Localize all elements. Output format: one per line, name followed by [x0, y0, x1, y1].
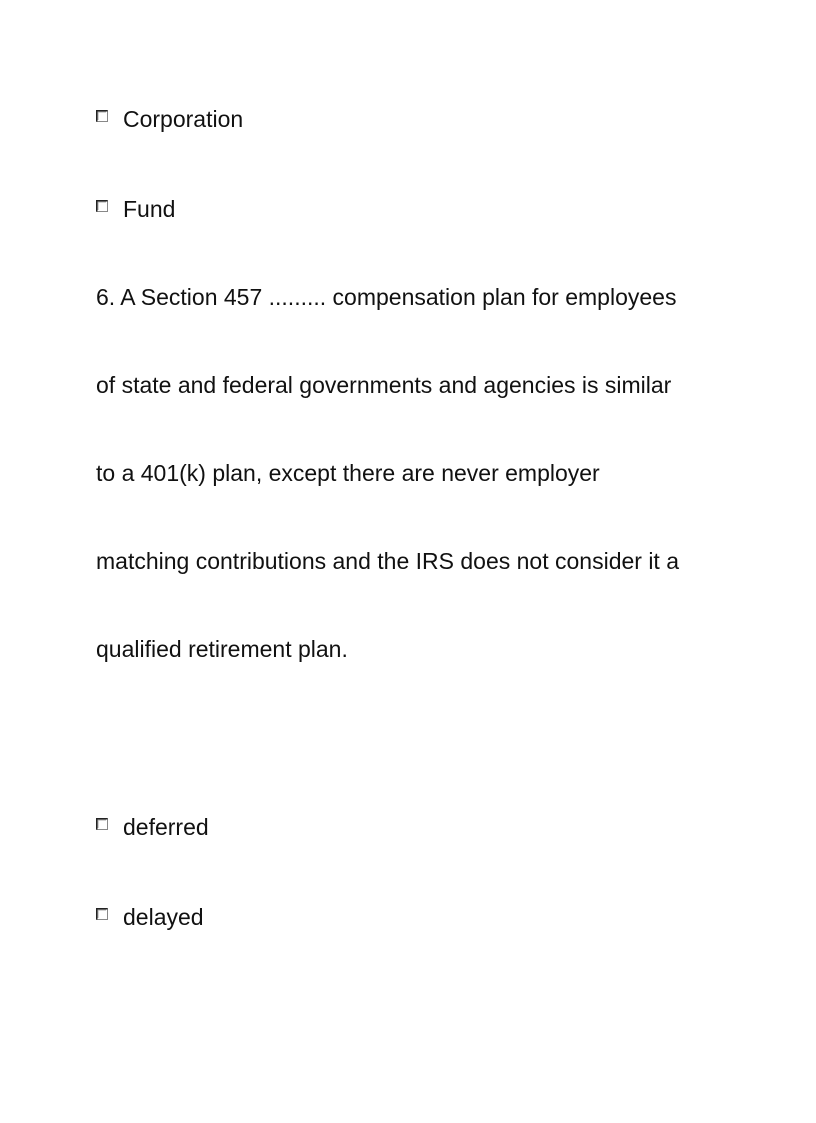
question-line-1: 6. A Section 457 ......... compensation plan for employees: [96, 284, 677, 310]
question-line-3: to a 401(k) plan, except there are never employer: [96, 460, 600, 486]
checkbox-icon[interactable]: [96, 110, 108, 122]
option-label: deferred: [123, 814, 209, 840]
option-label: Corporation: [123, 106, 244, 132]
question-line-2: of state and federal governments and agencies is similar: [96, 372, 672, 398]
option-label: Fund: [123, 196, 176, 222]
question-line-5: qualified retirement plan.: [96, 636, 348, 662]
question-line-4: matching contributions and the IRS does not consider it a: [96, 548, 680, 574]
checkbox-icon[interactable]: [96, 908, 108, 920]
option-fund[interactable]: [96, 195, 175, 223]
option-delayed[interactable]: [96, 903, 204, 931]
option-corporation[interactable]: [96, 105, 243, 133]
option-label: delayed: [123, 904, 204, 930]
checkbox-icon[interactable]: [96, 200, 108, 212]
option-deferred[interactable]: [96, 813, 209, 841]
checkbox-icon[interactable]: [96, 818, 108, 830]
